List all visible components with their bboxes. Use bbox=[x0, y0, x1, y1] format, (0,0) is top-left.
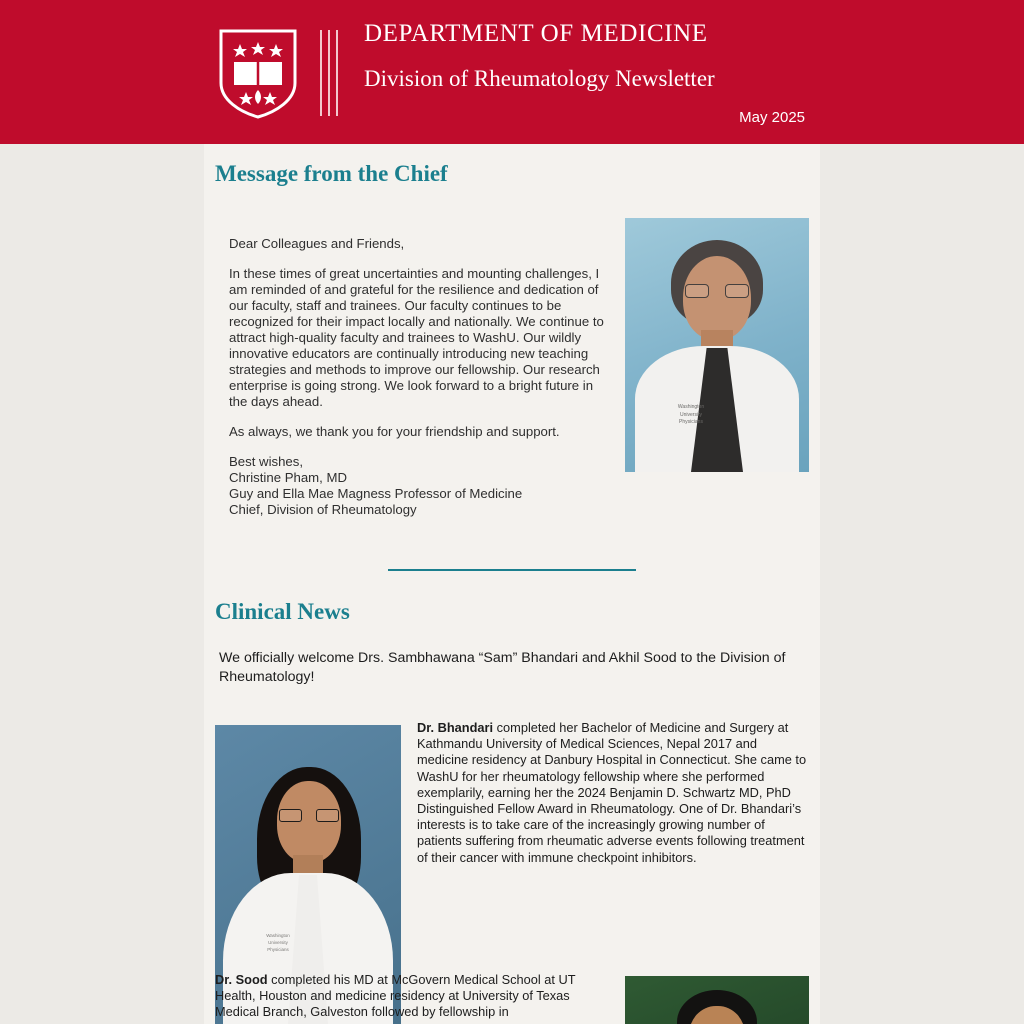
portrait-chief bbox=[625, 218, 809, 472]
department-title: DEPARTMENT OF MEDICINE bbox=[364, 20, 708, 47]
chief-signature bbox=[229, 454, 607, 518]
section-title-message-from-the-chief: Message from the Chief bbox=[215, 161, 448, 186]
bhandari-bio bbox=[417, 720, 810, 866]
chief-signature-title-1: Guy and Ella Mae Magness Professor of Medicine bbox=[229, 486, 523, 501]
clinical-news-welcome: We officially welcome Drs. Sambhawana “Sam” Bhandari and Akhil Sood to the Division of Rheumatology! bbox=[219, 650, 786, 685]
chief-salutation: Dear Colleagues and Friends, bbox=[229, 236, 405, 251]
bhandari-bio-text: completed her Bachelor of Medicine and Surgery at Kathmandu University of Medical Sciences, Nepal 2017 and medicine residency at Danbury Hospital in Connecticut. She came to WashU for her rheumatology fellowship where she performed exemplarily, earning her the 2024 Benjamin D. Schwartz MD, PhD Distinguished Fellow Award in Rheumatology. One of Dr. Bhandari’s interests is to take care of the increasingly growing number of patients suffering from rheumatic adverse events following treatment of their cancer with immune checkpoint inhibitors. bbox=[417, 720, 807, 865]
section-divider bbox=[388, 569, 636, 571]
bhandari-name: Dr. Bhandari bbox=[417, 720, 494, 735]
washu-shield-logo bbox=[218, 28, 298, 120]
section-title-clinical-news: Clinical News bbox=[215, 599, 350, 624]
chief-message-text bbox=[229, 236, 607, 518]
coat-badge-text: Washington University Physicians bbox=[677, 404, 705, 425]
newsletter-title: Division of Rheumatology Newsletter bbox=[364, 65, 715, 91]
newsletter-header bbox=[0, 0, 1024, 144]
chief-signature-name: Christine Pham, MD bbox=[229, 470, 347, 485]
portrait-sood bbox=[625, 976, 809, 1024]
chief-paragraph-2: As always, we thank you for your friendship and support. bbox=[229, 424, 560, 439]
chief-signature-title-2: Chief, Division of Rheumatology bbox=[229, 502, 417, 517]
sood-bio bbox=[215, 972, 605, 1021]
sood-bio-text: completed his MD at McGovern Medical School at UT Health, Houston and medicine residency at University of Texas Medical Branch, Galveston followed by fellowship in bbox=[215, 972, 576, 1020]
chief-paragraph-1: In these times of great uncertainties and mounting challenges, I am reminded of and grateful for the resilience and dedication of our faculty, staff and trainees. Our faculty continues to be recognized for their impact locally and nationally. We continue to attract high-quality faculty and trainees to WashU. Our wildly innovative educators are continually introducing new teaching strategies and methods to improve our fellowship. Our research enterprise is going strong. We look forward to a bright future in the days ahead. bbox=[229, 266, 604, 409]
chief-closing: Best wishes, bbox=[229, 454, 304, 469]
header-titles bbox=[364, 20, 715, 91]
header-divider-bars bbox=[318, 30, 346, 116]
sood-name: Dr. Sood bbox=[215, 972, 268, 987]
coat-badge-text: Washington University Physicians bbox=[266, 933, 290, 952]
issue-date: May 2025 bbox=[739, 109, 805, 126]
newsletter-body bbox=[204, 144, 820, 1024]
